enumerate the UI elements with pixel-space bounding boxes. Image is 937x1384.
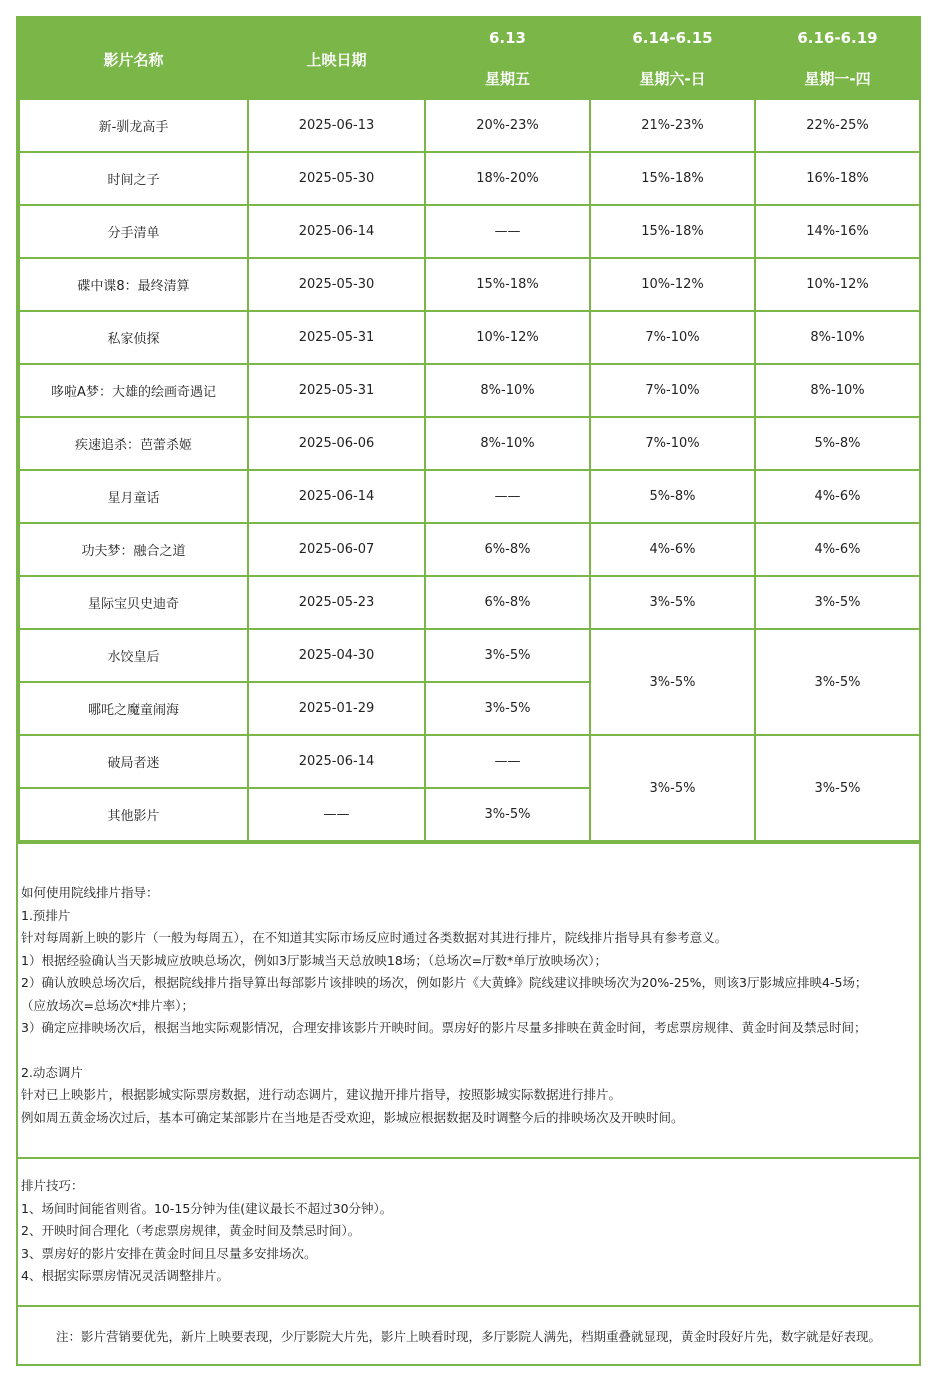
cell-film: 疾速追杀：芭蕾杀姬 [19,417,248,470]
table-header-row [19,19,920,99]
header-day-616 [755,19,920,99]
notes-section1-intro: 针对每周新上映的影片（一般为每周五），在不知道其实际市场反应时通过各类数据对其进行排片，院线排片指导具有参考意义。 [21,930,728,945]
cell-614: 4%-6% [590,523,755,576]
cell-film: 新-驯龙高手 [19,99,248,152]
table-row [19,576,920,629]
schedule-table [18,18,921,842]
table-row [19,311,920,364]
cell-film: 其他影片 [19,788,248,841]
cell-613: 18%-20% [425,152,590,205]
tips-item-4: 4、根据实际票房情况灵活调整排片。 [21,1268,229,1283]
notes-section2-line2: 例如周五黄金场次过后，基本可确定某部影片在当地是否受欢迎，影城应根据数据及时调整今后的排映场次及开映时间。 [21,1109,684,1125]
cell-613: 3%-5% [425,682,590,735]
notes-section1-step1: 1）根据经验确认当天影城应放映总场次，例如3厅影城当天总放映18场；（总场次=厅数*单厅放映场次）； [21,952,608,968]
table-row [19,417,920,470]
cell-613: 3%-5% [425,629,590,682]
cell-date: —— [248,788,425,841]
cell-616: 4%-6% [755,470,920,523]
cell-616: 10%-12% [755,258,920,311]
table-row [19,523,920,576]
cell-616: 22%-25% [755,99,920,152]
cell-date: 2025-04-30 [248,629,425,682]
table-row [19,364,920,417]
cell-616: 8%-10% [755,364,920,417]
cell-613: 3%-5% [425,788,590,841]
cell-film: 哪吒之魔童闹海 [19,682,248,735]
cell-date: 2025-05-30 [248,258,425,311]
cell-614: 15%-18% [590,152,755,205]
cell-date: 2025-06-14 [248,205,425,258]
cell-613: 8%-10% [425,364,590,417]
cell-film: 破局者迷 [19,735,248,788]
notes-section1-step3: 3）确定应排映场次后，根据当地实际观影情况，合理安排该影片开映时间。票房好的影片尽量多排映在黄金时间，考虑票房规律、黄金时间及禁忌时间； [21,1020,867,1035]
cell-613: 8%-10% [425,417,590,470]
table-row [19,735,920,788]
cell-film: 星际宝贝史迪奇 [19,576,248,629]
cell-film: 哆啦A梦：大雄的绘画奇遇记 [19,364,248,417]
table-row [19,99,920,152]
table-row [19,629,920,682]
footnote [18,1305,919,1365]
table-row [19,205,920,258]
cell-614: 7%-10% [590,311,755,364]
merged-cell-616-group1: 3%-5% [755,629,920,735]
cell-613: —— [425,735,590,788]
header-release-date: 上映日期 [248,19,425,99]
cell-film: 分手清单 [19,205,248,258]
cell-616: 16%-18% [755,152,920,205]
cell-613: —— [425,470,590,523]
tips-item-3: 3、票房好的影片安排在黄金时间且尽量多安排场次。 [21,1245,317,1261]
scheduling-tips-section [18,1157,919,1305]
cell-date: 2025-06-07 [248,523,425,576]
cell-614: 5%-8% [590,470,755,523]
cell-613: 20%-23% [425,99,590,152]
cell-614: 7%-10% [590,417,755,470]
cell-616: 4%-6% [755,523,920,576]
cell-date: 2025-05-31 [248,364,425,417]
cell-616: 5%-8% [755,417,920,470]
cell-film: 碟中谍8：最终清算 [19,258,248,311]
header-614-date: 6.14-6.15 [632,29,713,47]
cell-613: 6%-8% [425,576,590,629]
header-film-name: 影片名称 [19,19,248,99]
header-day-613 [425,19,590,99]
cell-date: 2025-05-30 [248,152,425,205]
tips-item-2: 2、开映时间合理化（考虑票房规律，黄金时间及禁忌时间）。 [21,1223,361,1238]
header-614-weekday: 星期六-日 [639,70,706,88]
cell-film: 时间之子 [19,152,248,205]
notes-section2-title: 2.动态调片 [21,1064,83,1080]
cell-614: 21%-23% [590,99,755,152]
header-616-date: 6.16-6.19 [797,29,878,47]
cell-date: 2025-06-06 [248,417,425,470]
cell-date: 2025-06-14 [248,470,425,523]
tips-title: 排片技巧： [21,1178,84,1193]
cell-date: 2025-05-23 [248,576,425,629]
cell-614: 3%-5% [590,576,755,629]
schedule-document [16,16,921,1366]
cell-613: 6%-8% [425,523,590,576]
header-613-date: 6.13 [488,29,526,47]
cell-film: 私家侦探 [19,311,248,364]
notes-section1-step2-formula: （应放场次=总场次*排片率）； [21,997,194,1013]
cell-614: 15%-18% [590,205,755,258]
cell-616: 14%-16% [755,205,920,258]
cell-614: 7%-10% [590,364,755,417]
notes-section2-line1: 针对已上映影片，根据影城实际票房数据，进行动态调片，建议抛开排片指导，按照影城实际数据进行排片。 [21,1087,622,1102]
cell-date: 2025-01-29 [248,682,425,735]
cell-film: 星月童话 [19,470,248,523]
cell-film: 水饺皇后 [19,629,248,682]
usage-notes-section [18,842,919,1157]
cell-614: 10%-12% [590,258,755,311]
cell-date: 2025-06-13 [248,99,425,152]
merged-cell-616-group2: 3%-5% [755,735,920,841]
table-row [19,470,920,523]
notes-title: 如何使用院线排片指导： [21,885,159,900]
cell-film: 功夫梦：融合之道 [19,523,248,576]
cell-616: 3%-5% [755,576,920,629]
notes-section1-step2: 2）确认放映总场次后，根据院线排片指导算出每部影片该排映的场次，例如影片《大黄蜂》院线建议排映场次为20%-25%，则该3厅影城应排映4-5场； [21,975,868,990]
table-row [19,152,920,205]
footnote-text: 注：影片营销要优先，新片上映要表现，少厅影院大片先，影片上映看时现，多厅影院人满先，档期重叠就显现，黄金时段好片先，数字就是好表现。 [55,1329,881,1344]
cell-613: 10%-12% [425,311,590,364]
cell-date: 2025-05-31 [248,311,425,364]
paragraph-gap [21,1040,915,1062]
cell-date: 2025-06-14 [248,735,425,788]
tips-item-1: 1、场间时间能省则省。10-15分钟为佳(建议最长不超过30分钟）。 [21,1200,393,1216]
cell-613: —— [425,205,590,258]
cell-613: 15%-18% [425,258,590,311]
cell-616: 8%-10% [755,311,920,364]
header-613-weekday: 星期五 [484,70,530,88]
table-row [19,258,920,311]
header-616-weekday: 星期一-四 [804,70,871,88]
notes-section1-title: 1.预排片 [21,907,71,923]
merged-cell-614-group1: 3%-5% [590,629,755,735]
header-day-614 [590,19,755,99]
merged-cell-614-group2: 3%-5% [590,735,755,841]
